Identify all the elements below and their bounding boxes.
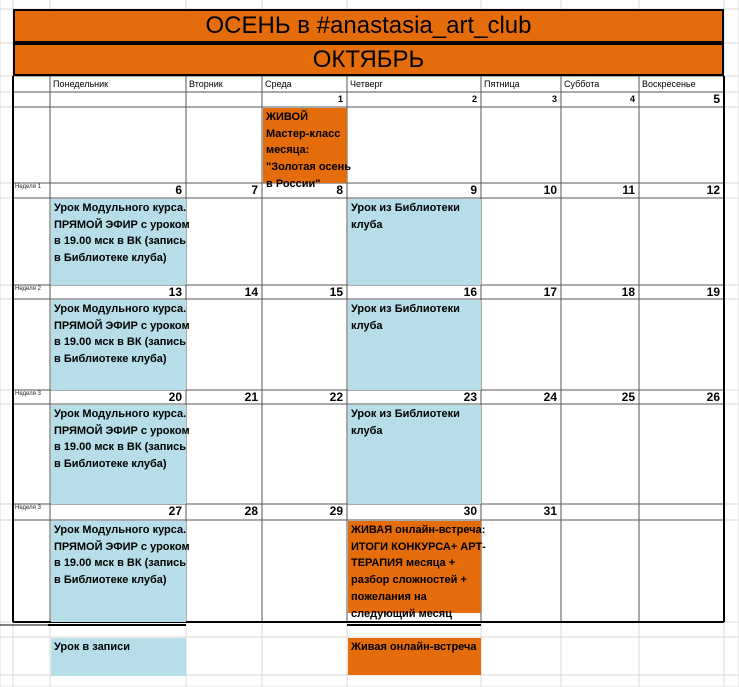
date-number: 22 [329,390,343,404]
date-number: 4 [629,94,635,104]
event-module-lesson [51,199,190,285]
date-number: 26 [706,390,720,404]
date-number: 11 [622,183,635,197]
event-text-line: ПРЯМОЙ ЭФИР с уроком [54,218,190,231]
date-number: 1 [337,94,343,104]
date-number: 30 [463,504,477,518]
legend-live-meeting [348,638,481,675]
weekday-header: Воскресенье [642,79,696,89]
weekday-header: Среда [265,79,292,89]
weekday-header: Суббота [564,79,600,89]
event-text-line: месяца: [266,144,310,157]
date-number: 24 [543,390,557,404]
event-text-line: Урок Модульного курса. [54,524,187,536]
date-number: 28 [244,504,258,518]
event-text-line: ПРЯМОЙ ЭФИР с уроком [54,424,190,437]
weekday-header: Четверг [350,79,383,89]
event-text-line: в России" [266,177,321,190]
event-module-lesson [51,521,190,622]
date-number: 17 [543,285,557,299]
legend-recorded-lesson [51,638,186,676]
event-text-line: в 19.00 мск в ВК (запись [54,557,186,570]
event-text-line: ПРЯМОЙ ЭФИР с уроком [54,319,190,332]
event-text-line: в 19.00 мск в ВК (запись [54,336,186,349]
event-text-line: в Библиотеке клуба) [54,252,167,265]
week-label: Неделя 3 [15,505,41,511]
date-number: 2 [471,94,477,104]
event-library-lesson [348,300,481,390]
date-number: 3 [551,94,557,104]
weekday-header: Понедельник [53,79,109,89]
event-text-line: в 19.00 мск в ВК (запись [54,441,186,454]
date-number: 10 [543,183,557,197]
event-text-line: ТЕРАПИЯ месяца + [351,557,456,570]
date-number: 23 [463,390,477,404]
event-text-line: Урок из Библиотеки [351,408,460,420]
event-text-line: Урок из Библиотеки [351,303,460,315]
date-number: 7 [251,183,258,197]
date-number: 29 [329,504,343,518]
date-number: 16 [463,285,477,299]
weekday-header: Вторник [189,79,223,89]
event-text-line: клуба [351,319,383,332]
date-number: 15 [329,285,343,299]
event-text-line: в Библиотеке клуба) [54,574,167,587]
date-number: 19 [706,285,720,299]
event-text-line: клуба [351,218,383,231]
date-number: 31 [543,504,557,518]
weekday-header: Пятница [484,79,520,89]
week-label: Неделя 3 [15,391,41,397]
event-module-lesson [51,405,190,504]
event-module-lesson [51,300,190,390]
event-text-line: пожелания на [351,590,427,603]
date-number: 5 [713,92,720,106]
date-number: 21 [244,390,258,404]
event-text-line: разбор сложностей + [351,574,467,587]
date-number: 12 [706,183,720,197]
event-library-lesson [348,199,481,285]
date-number: 6 [175,183,182,197]
event-master-class [263,108,352,190]
event-text-line: в Библиотеке клуба) [54,353,167,366]
event-text-line: клуба [351,424,383,437]
event-text-line: ПРЯМОЙ ЭФИР с уроком [54,540,190,553]
event-text-line: Урок из Библиотеки [351,202,460,214]
event-text-line: Урок Модульного курса. [54,202,187,214]
event-text-line: в 19.00 мск в ВК (запись [54,235,186,248]
month-banner: ОКТЯБРЬ [13,43,724,76]
week-label: Неделя 1 [15,184,41,190]
week-label: Неделя 2 [15,286,41,292]
event-text-line: следующий месяц [351,607,452,620]
date-number: 27 [168,504,182,518]
title-banner: ОСЕНЬ в #anastasia_art_club [13,9,724,43]
date-number: 20 [168,390,182,404]
date-number: 9 [470,183,477,197]
date-number: 8 [336,183,343,197]
legend-recorded-label: Урок в записи [54,641,130,653]
date-number: 13 [168,285,182,299]
event-text-line: Урок Модульного курса. [54,303,187,315]
legend-live-label: Живая онлайн-встреча [351,641,477,653]
event-text-line: Урок Модульного курса. [54,408,187,420]
date-number: 18 [621,285,635,299]
date-number: 14 [244,285,258,299]
event-text-line: в Библиотеке клуба) [54,458,167,471]
date-number: 25 [621,390,635,404]
event-text-line: Мастер-класс [266,127,341,140]
event-live-meeting [348,521,486,620]
event-text-line: ЖИВОЙ [266,111,308,123]
event-text-line: ЖИВАЯ онлайн-встреча: [351,524,486,536]
event-library-lesson [348,405,481,504]
event-text-line: ИТОГИ КОНКУРСА+ АРТ- [351,540,486,553]
event-text-line: "Золотая осень [266,161,352,174]
